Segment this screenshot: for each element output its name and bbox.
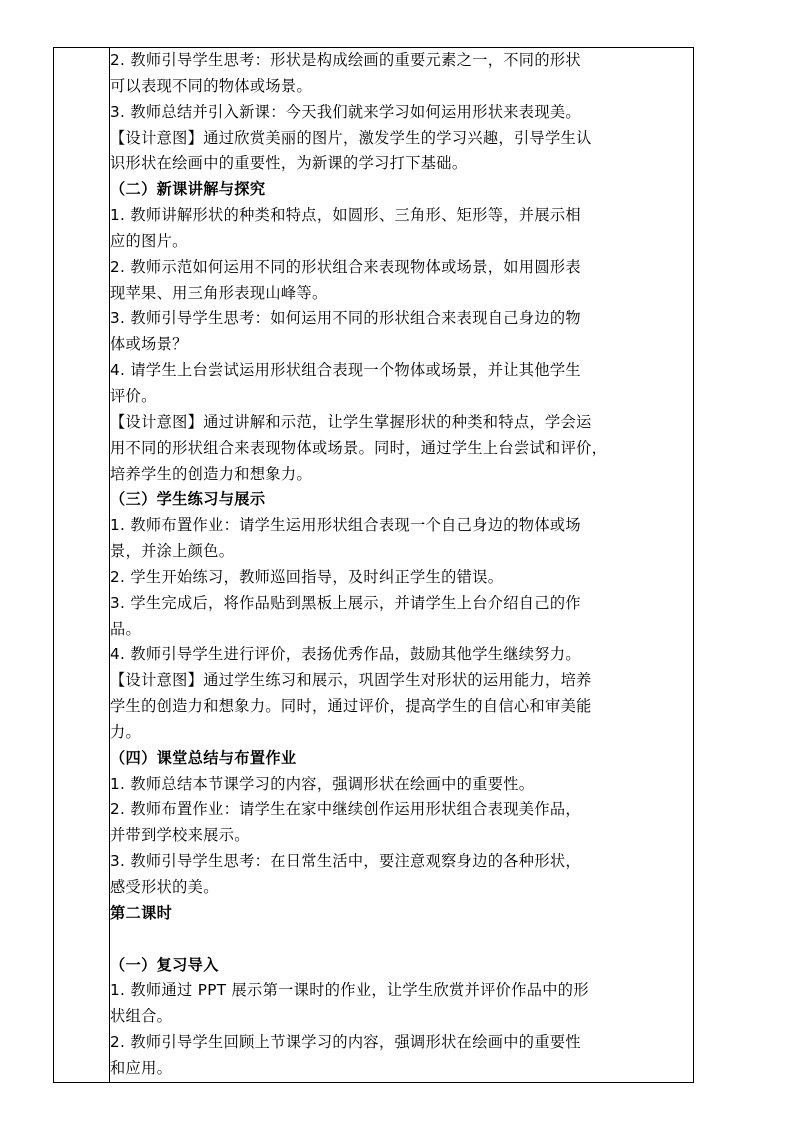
text-line: 3. 教师总结并引入新课：今天我们就来学习如何运用形状来表现美。	[110, 102, 581, 121]
text-line: 体或场景？	[110, 335, 188, 354]
lesson-table	[53, 47, 694, 1083]
text-line: 景，并涂上颜色。	[110, 542, 235, 561]
text-line: 评价。	[110, 386, 157, 405]
section-heading: 第二课时	[110, 903, 173, 922]
text-line: 【设计意图】通过欣赏美丽的图片，激发学生的学习兴趣，引导学生认	[110, 128, 592, 147]
section-heading: （三）学生练习与展示	[110, 490, 266, 509]
text-line: 可以表现不同的物体或场景。	[110, 76, 312, 95]
content-cell	[110, 48, 694, 1083]
text-line: 1. 教师总结本节课学习的内容，强调形状在绘画中的重要性。	[110, 774, 535, 793]
text-line: 识形状在绘画中的重要性，为新课的学习打下基础。	[110, 154, 468, 173]
text-line: 3. 教师引导学生思考：如何运用不同的形状组合来表现自己身边的物	[110, 309, 581, 328]
section-heading: （四）课堂总结与布置作业	[110, 748, 297, 767]
text-line: 【设计意图】通过学生练习和展示，巩固学生对形状的运用能力，培养	[110, 671, 592, 690]
text-line: 用不同的形状组合来表现物体或场景。同时，通过学生上台尝试和评价，	[110, 438, 608, 457]
blank-line	[110, 927, 693, 953]
text-line: 【设计意图】通过讲解和示范，让学生掌握形状的种类和特点，学会运	[110, 412, 592, 431]
text-line: 力。	[110, 722, 142, 741]
text-line: 状组合。	[110, 1007, 173, 1026]
text-line: 2. 教师布置作业：请学生在家中继续创作运用形状组合表现美作品，	[110, 800, 581, 819]
text-line: 2. 教师引导学生回顾上节课学习的内容，强调形状在绘画中的重要性	[110, 1033, 581, 1052]
text-line: 3. 学生完成后，将作品贴到黑板上展示，并请学生上台介绍自己的作	[110, 593, 581, 612]
text-line: 品。	[110, 619, 142, 638]
text-line: 2. 学生开始练习，教师巡回指导，及时纠正学生的错误。	[110, 567, 504, 586]
text-line: 2. 教师引导学生思考：形状是构成绘画的重要元素之一，不同的形状	[110, 51, 581, 69]
text-line: 4. 请学生上台尝试运用形状组合表现一个物体或场景，并让其他学生	[110, 361, 581, 380]
text-line: 1. 教师讲解形状的种类和特点，如圆形、三角形、矩形等，并展示相	[110, 206, 581, 225]
text-line: 3. 教师引导学生思考：在日常生活中，要注意观察身边的各种形状，	[110, 852, 581, 871]
text-line: 培养学生的创造力和想象力。	[110, 464, 312, 483]
text-line: 和应用。	[110, 1058, 173, 1077]
left-column-cell	[54, 48, 110, 1083]
text-line: 现苹果、用三角形表现山峰等。	[110, 283, 328, 302]
text-line: 1. 教师布置作业：请学生运用形状组合表现一个自己身边的物体或场	[110, 516, 581, 535]
text-line: 学生的创造力和想象力。同时，通过评价，提高学生的自信心和审美能	[110, 697, 592, 716]
text-line: 1. 教师通过 PPT 展示第一课时的作业，让学生欣赏并评价作品中的形	[110, 981, 589, 1000]
text-line: 感受形状的美。	[110, 878, 219, 896]
content-lines	[110, 48, 693, 1082]
text-line: 并带到学校来展示。	[110, 826, 250, 845]
section-heading: （一）复习导入	[110, 955, 219, 974]
text-line: 应的图片。	[110, 231, 188, 250]
text-line: 2. 教师示范如何运用不同的形状组合来表现物体或场景，如用圆形表	[110, 257, 581, 276]
text-line: 4. 教师引导学生进行评价，表扬优秀作品，鼓励其他学生继续努力。	[110, 645, 581, 664]
section-heading: （二）新课讲解与探究	[110, 180, 266, 199]
table-row	[54, 48, 694, 1083]
